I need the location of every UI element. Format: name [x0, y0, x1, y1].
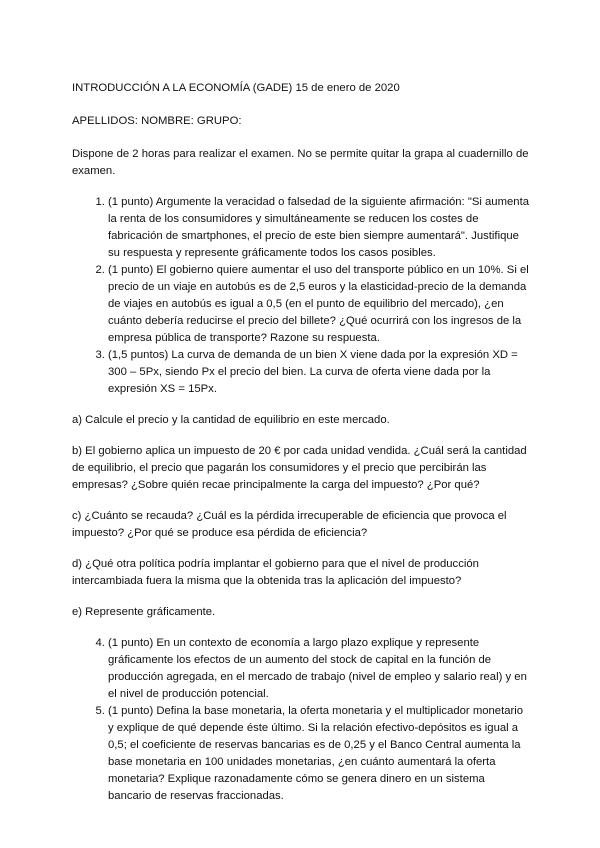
subquestion-c: c) ¿Cuánto se recauda? ¿Cuál es la pérdida irrecuperable de eficiencia que provoca el impuesto? ¿Por qué se produce esa pérdida de eficiencia?: [72, 510, 507, 539]
exam-document: [72, 80, 530, 819]
question-3: 3. (1,5 puntos) La curva de demanda de un bien X viene dada por la expresión XD = 300 – 5Px, siendo Px el precio del bien. La curva de oferta viene dada por la expresión XS = 15Px.: [108, 347, 530, 398]
student-fields: APELLIDOS: NOMBRE: GRUPO:: [72, 115, 242, 127]
subquestion-b: b) El gobierno aplica un impuesto de 20 € por cada unidad vendida. ¿Cuál será la cantidad de equilibrio, el precio que pagarán los consumidores y el precio que percibirán las empresas? ¿Sobre quién recae principalmente la carga del impuesto? ¿Por qué?: [72, 445, 527, 491]
exam-title: INTRODUCCIÓN A LA ECONOMÍA (GADE) 15 de enero de 2020: [72, 82, 400, 94]
question-list-first: [72, 194, 530, 398]
question-5: 5. (1 punto) Defina la base monetaria, la oferta monetaria y el multiplicador monetario y explique de qué depende éste último. Si la relación efectivo-depósitos es igual a 0,5; el coeficiente de reservas bancarias es de 0,25 y el Banco Central aumenta la base monetaria en 100 unidades monetarias, ¿en cuánto aumentará la oferta monetaria? Explique razonadamente cómo se genera dinero en un sistema bancario de reservas fraccionadas.: [108, 703, 530, 805]
question-4: 4. (1 punto) En un contexto de economía a largo plazo explique y represente gráficamente los efectos de un aumento del stock de capital en la función de producción agregada, en el mercado de trabajo (nivel de empleo y salario real) y en el nivel de producción potencial.: [108, 635, 530, 703]
question-list-second: [72, 635, 530, 805]
subquestion-a: a) Calcule el precio y la cantidad de equilibrio en este mercado.: [72, 414, 390, 426]
subquestion-e: e) Represente gráficamente.: [72, 606, 216, 618]
subquestion-d: d) ¿Qué otra política podría implantar el gobierno para que el nivel de producción intercambiada fuera la misma que la obtenida tras la aplicación del impuesto?: [72, 558, 479, 587]
exam-instructions: Dispone de 2 horas para realizar el examen. No se permite quitar la grapa al cuadernillo de examen.: [72, 148, 529, 177]
question-1: 1. (1 punto) Argumente la veracidad o falsedad de la siguiente afirmación: "Si aumenta la renta de los consumidores y simultáneamente se reducen los costes de fabricación de smartphones, el precio de este bien siempre aumentará". Justifique su respuesta y represente gráficamente todos los casos posibles.: [108, 194, 530, 262]
question-2: 2. (1 punto) El gobierno quiere aumentar el uso del transporte público en un 10%. Si el precio de un viaje en autobús es de 2,5 euros y la elasticidad-precio de la demanda de viajes en autobús es igual a 0,5 (en el punto de equilibrio del mercado), ¿en cuánto debería reducirse el precio del billete? ¿Qué ocurrirá con los ingresos de la empresa pública de transporte? Razone su respuesta.: [108, 262, 530, 347]
